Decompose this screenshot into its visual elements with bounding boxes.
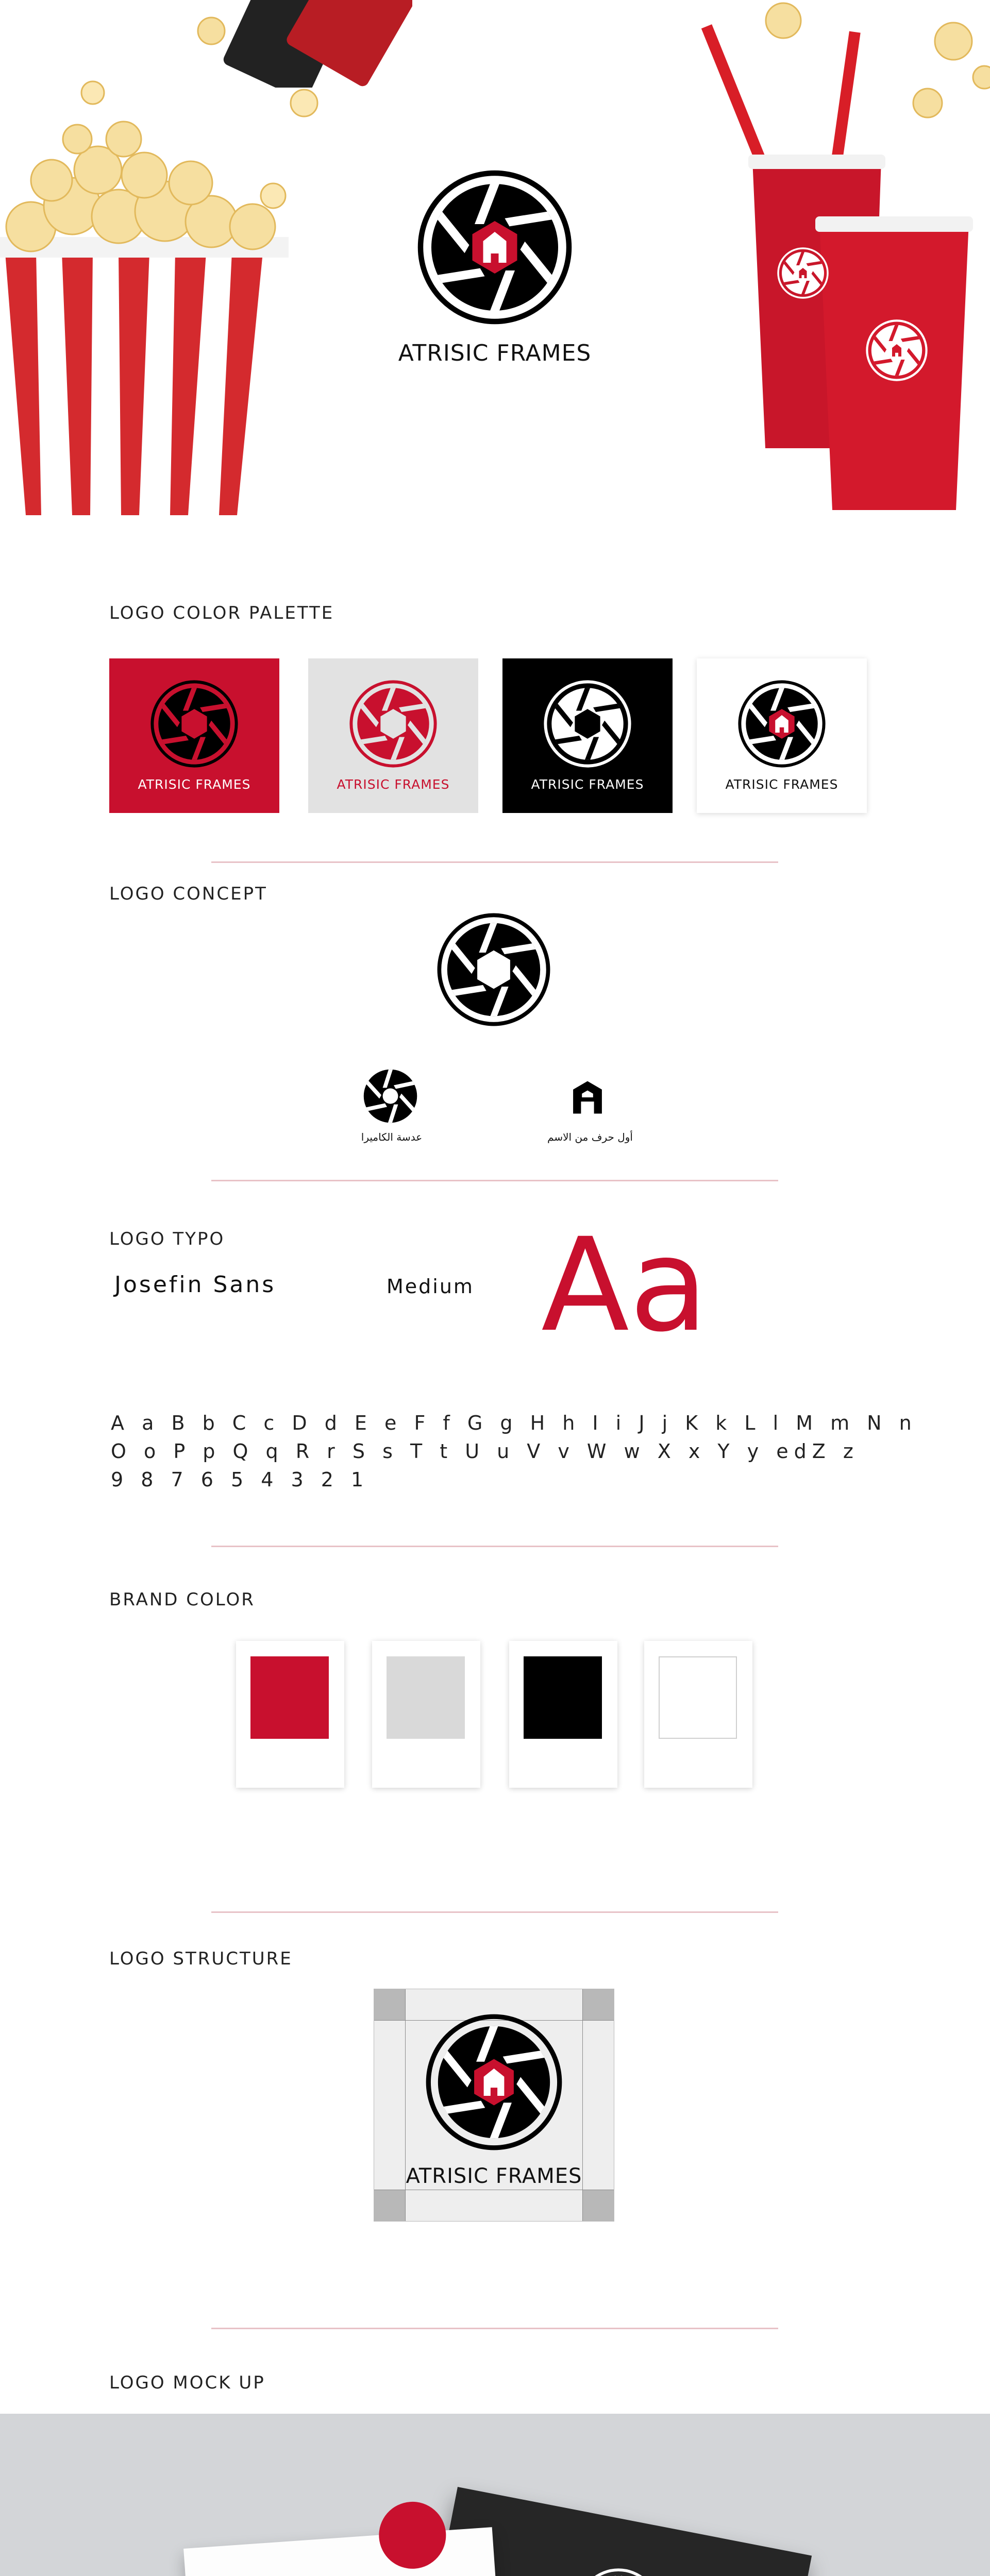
logo-emblem bbox=[426, 2014, 562, 2150]
section-divider bbox=[211, 1911, 778, 1913]
stationery-mockup bbox=[0, 2414, 990, 2576]
section-title-mockup: LOGO MOCK UP bbox=[109, 2372, 265, 2393]
section-title-palette: LOGO COLOR PALETTE bbox=[109, 603, 334, 623]
palette-tile-white bbox=[697, 658, 867, 813]
ticket-illustration bbox=[196, 0, 412, 88]
hero-banner bbox=[0, 0, 990, 515]
letterhead-mockup bbox=[183, 2527, 523, 2576]
alphabet-line-1: A a B b C c D d E e F f G g H h I i J j K k L l M m N n bbox=[111, 1412, 917, 1434]
section-divider bbox=[211, 1546, 778, 1547]
logo-emblem bbox=[349, 680, 437, 768]
type-specimen-sample: Aa bbox=[541, 1210, 709, 1360]
color-swatch-red bbox=[236, 1641, 344, 1788]
concept-caption-lens: عدسة الكاميرا bbox=[361, 1131, 423, 1143]
popcorn-kernels-illustration bbox=[0, 62, 320, 268]
section-divider bbox=[211, 2328, 778, 2329]
logo-wordmark: ATRISIC FRAMES bbox=[337, 776, 450, 792]
section-divider bbox=[211, 861, 778, 863]
section-title-structure: LOGO STRUCTURE bbox=[109, 1948, 293, 1969]
section-title-typo: LOGO TYPO bbox=[109, 1229, 225, 1249]
palette-tile-grey bbox=[308, 658, 478, 813]
cup-logo-emblem bbox=[777, 247, 829, 299]
logo-wordmark: ATRISIC FRAMES bbox=[138, 776, 251, 792]
popcorn-kernels-illustration bbox=[721, 0, 990, 155]
concept-logo-emblem bbox=[437, 913, 550, 1026]
numerals-line: 9 8 7 6 5 4 3 2 1 bbox=[111, 1468, 370, 1491]
brand-logo-emblem bbox=[417, 170, 572, 325]
color-swatch-black bbox=[509, 1641, 617, 1788]
alphabet-line-2: O o P p Q q R r S s T t U u V v W w X x Y y edZ z bbox=[111, 1440, 859, 1463]
section-title-concept: LOGO CONCEPT bbox=[109, 884, 267, 904]
logo-structure-grid bbox=[374, 1989, 614, 2222]
color-swatch-white bbox=[644, 1641, 752, 1788]
section-title-brand-color: BRAND COLOR bbox=[109, 1589, 255, 1610]
font-name: Josefin Sans bbox=[114, 1272, 276, 1298]
logo-wordmark: ATRISIC FRAMES bbox=[531, 776, 644, 792]
letterhead-accent bbox=[377, 2500, 448, 2571]
font-weight: Medium bbox=[387, 1275, 474, 1298]
palette-tile-black bbox=[502, 658, 673, 813]
color-swatch-grey bbox=[372, 1641, 480, 1788]
logo-wordmark: ATRISIC FRAMES bbox=[406, 2164, 582, 2188]
logo-emblem bbox=[738, 680, 826, 768]
logo-wordmark: ATRISIC FRAMES bbox=[725, 776, 838, 792]
concept-caption-letter: أول حرف من الاسم bbox=[547, 1131, 633, 1143]
logo-emblem bbox=[150, 680, 238, 768]
palette-tile-red bbox=[109, 658, 279, 813]
section-divider bbox=[211, 1180, 778, 1181]
brand-logo-wordmark: ATRISIC FRAMES bbox=[398, 340, 592, 366]
letter-a-icon bbox=[564, 1074, 611, 1121]
cup-logo-emblem bbox=[866, 319, 928, 381]
aperture-icon bbox=[361, 1066, 420, 1126]
logo-emblem bbox=[577, 2568, 660, 2576]
logo-emblem bbox=[544, 680, 631, 768]
